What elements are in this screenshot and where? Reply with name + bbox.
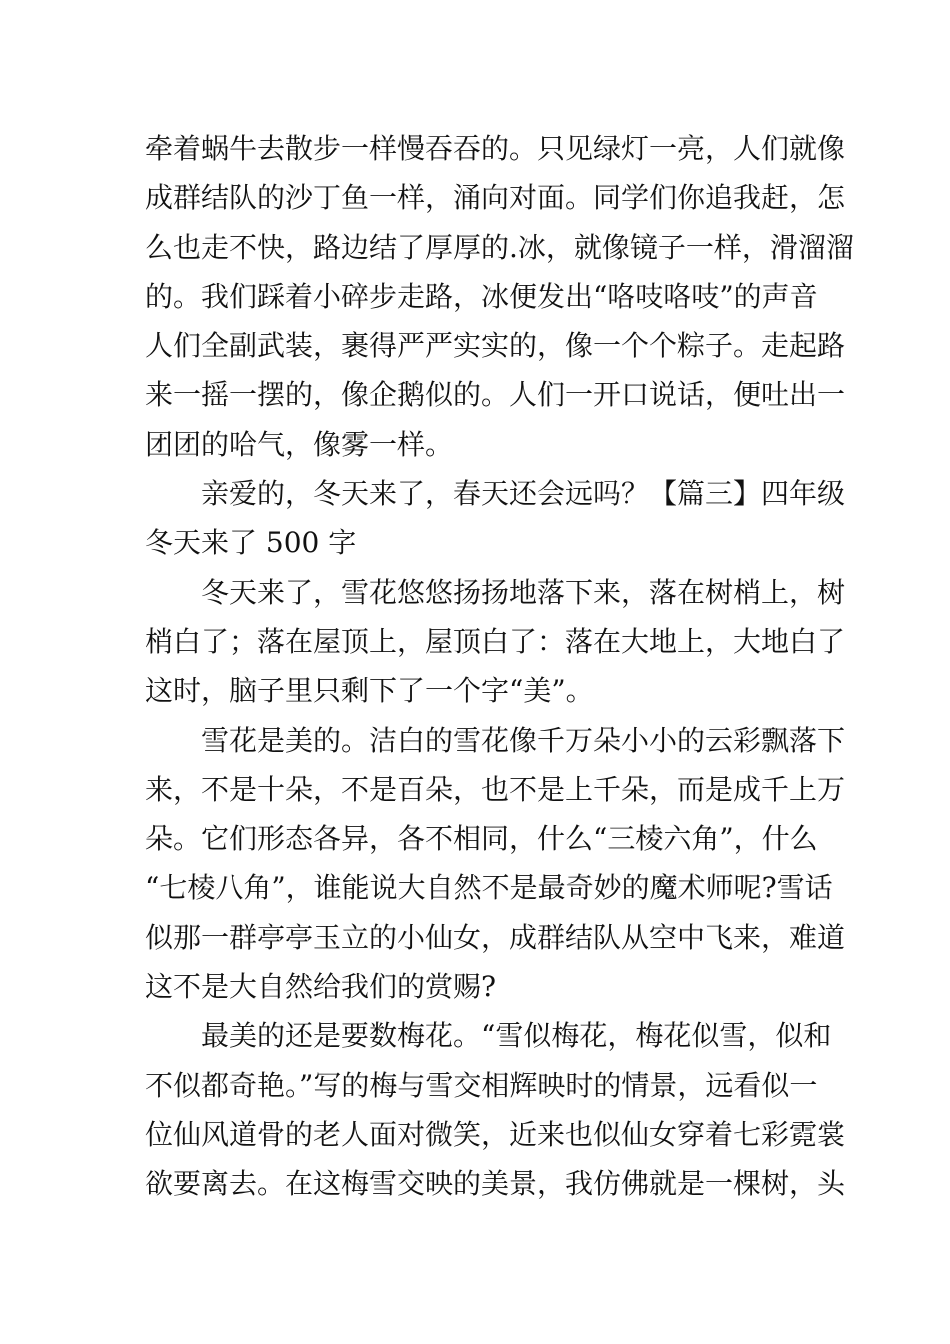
document-body [145,124,854,1209]
text-line: 似那一群亭亭玉立的小仙女，成群结队从空中飞来，难道 [145,920,846,954]
text-line: 这时，脑子里只剩下了一个字“美”。 [145,674,594,708]
text-line: 不似都奇艳。”写的梅与雪交相辉映时的情景，远看似一 [145,1068,818,1102]
text-line: 最美的还是要数梅花。“雪似梅花，梅花似雪，似和 [201,1019,832,1053]
text-line: “七棱八角”，谁能说大自然不是最奇妙的魔术师呢?雪话 [145,871,833,905]
text-line: 雪花是美的。洁白的雪花像千万朵小小的云彩飘落下 [201,723,846,757]
text-line: 亲爱的，冬天来了，春天还会远吗？【篇三】四年级 [201,477,846,511]
text-line: 成群结队的沙丁鱼一样，涌向对面。同学们你追我赶，怎 [145,181,846,215]
text-line: 么也走不快，路边结了厚厚的.冰，就像镜子一样，滑溜溜 [145,230,854,264]
text-line: 朵。它们形态各异，各不相同，什么“三棱六角”，什么 [145,822,818,856]
text-line: 欲要离去。在这梅雪交映的美景，我仿佛就是一棵树，头 [145,1167,846,1201]
text-line: 的。我们踩着小碎步走路，冰便发出“咯吱咯吱”的声音 [145,279,818,313]
text-line: 人们全副武装，裹得严严实实的，像一个个粽子。走起路 [145,329,846,363]
text-line: 来一摇一摆的，像企鹅似的。人们一开口说话，便吐出一 [145,378,846,412]
text-line: 冬天来了 500 字 [145,526,357,560]
text-line: 团团的哈气，像雾一样。 [145,427,454,461]
text-line: 牵着蜗牛去散步一样慢吞吞的。只见绿灯一亮，人们就像 [145,132,846,165]
text-line: 梢白了；落在屋顶上，屋顶白了：落在大地上，大地白了 [145,624,846,658]
text-line: 这不是大自然给我们的赏赐? [145,970,497,1004]
text-line: 位仙风道骨的老人面对微笑，近来也似仙女穿着七彩霓裳 [145,1117,846,1151]
text-line: 来，不是十朵，不是百朵，也不是上千朵，而是成千上万 [145,772,846,806]
text-line: 冬天来了，雪花悠悠扬扬地落下来，落在树梢上，树 [201,575,846,609]
